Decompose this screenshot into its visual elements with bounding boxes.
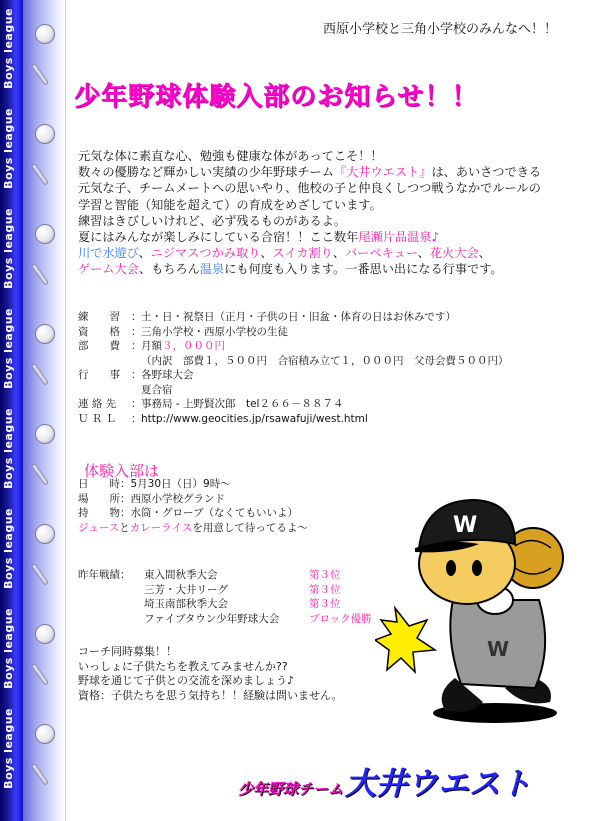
coach-line: コーチ同時募集！！ bbox=[78, 645, 177, 658]
footer-logo bbox=[238, 758, 531, 803]
sidebar-label: Boys league bbox=[2, 308, 15, 389]
coach-line: 野球を通じて子供との交流を深めましょう♪ bbox=[78, 674, 295, 687]
intro-text: 、もちろん bbox=[138, 262, 200, 277]
intro-text: 、 bbox=[138, 246, 151, 261]
record-label: 昨年戦績： bbox=[78, 569, 131, 581]
record-row bbox=[78, 612, 372, 627]
info-row bbox=[78, 325, 578, 340]
record-result: 第３位 bbox=[309, 598, 341, 610]
record-row bbox=[78, 597, 372, 612]
shirt-letter: W bbox=[487, 637, 510, 661]
coach-line: 資格：子供たちを思う気持ち！！経験は問いません。 bbox=[78, 688, 343, 702]
info-colon: ： bbox=[131, 369, 142, 381]
fee-detail: （内訳 部費１，５００円 合宿積み立て１，０００円 父母会費５００円） bbox=[141, 354, 509, 367]
intro-text: 夏にはみんなが楽しみにしている合宿！！ここ数年 bbox=[78, 230, 359, 245]
info-colon: ： bbox=[131, 325, 142, 338]
activity: 温泉 bbox=[199, 262, 225, 277]
camp-location: 尾瀬片品温泉 bbox=[358, 230, 432, 245]
coach-line: いっしょに子供たちを教えてみませんか?? bbox=[78, 659, 288, 673]
sidebar-stripe bbox=[0, 0, 23, 821]
bat-icon bbox=[31, 663, 49, 686]
intro-line: 元気な子、チームメートへの思いやり、他校の子と仲良くしつつ戦うなかでルールの bbox=[78, 181, 541, 196]
trial-items: 持 物：水筒・グローブ（なくてもいいよ） bbox=[78, 507, 298, 519]
bat-icon bbox=[31, 463, 49, 486]
record-row bbox=[78, 583, 372, 598]
activity: ニジマスつかみ取り bbox=[150, 246, 261, 261]
activity: ゲーム大会 bbox=[78, 262, 139, 277]
info-colon: ： bbox=[131, 311, 142, 323]
sidebar-label: Boys league bbox=[2, 508, 15, 589]
eye-icon bbox=[472, 560, 482, 576]
info-key: 練 習 bbox=[78, 311, 120, 323]
bat-icon bbox=[31, 763, 49, 786]
intro-text: は、あいさつできる bbox=[431, 165, 542, 180]
record-event: 埼玉南部秋季大会 bbox=[144, 598, 228, 610]
info-key: 資 格 bbox=[78, 325, 120, 338]
record-label-spacer bbox=[78, 597, 144, 612]
info-row bbox=[78, 310, 578, 325]
bat-icon bbox=[31, 363, 49, 386]
info-value: 各野球大会 bbox=[141, 369, 194, 381]
intro-text: 、 bbox=[478, 246, 491, 261]
baseball-icon bbox=[35, 624, 55, 644]
sidebar-label: Boys league bbox=[2, 8, 15, 89]
trial-place: 場 所：西原小学校グランド bbox=[78, 492, 225, 505]
baseball-icon bbox=[35, 224, 55, 244]
header-note: 西原小学校と三角小学校のみんなへ！！ bbox=[322, 22, 557, 37]
intro-text: にも何度も入ります。一番思い出になる行事です。 bbox=[224, 262, 503, 277]
intro-text: 数々の優勝など輝かしい実績の少年野球チーム bbox=[78, 165, 334, 180]
record-result: 第３位 bbox=[309, 583, 341, 596]
record-result: ブロック優勝 bbox=[309, 612, 372, 625]
activity: 川で水遊び bbox=[78, 246, 139, 261]
impact-burst-icon bbox=[375, 608, 435, 672]
info-key: Ｕ Ｒ Ｌ bbox=[78, 412, 117, 425]
record-label-spacer bbox=[78, 583, 144, 598]
info-value: 月額 bbox=[141, 340, 162, 352]
bat-icon bbox=[31, 163, 49, 186]
bat-icon bbox=[31, 63, 49, 86]
footer-subtitle: 少年野球チーム bbox=[238, 780, 344, 798]
cap-letter: W bbox=[453, 513, 478, 538]
trial-details bbox=[78, 477, 308, 535]
trial-date: 日 時：5月30日（日）9時～ bbox=[78, 478, 231, 490]
activity: スイカ割り bbox=[272, 246, 333, 261]
trial-note-text: カレーライス bbox=[129, 521, 193, 534]
fee-amount: ３，０００円 bbox=[162, 340, 225, 352]
info-row bbox=[78, 339, 578, 354]
record-row bbox=[78, 568, 372, 583]
activity: バーベキュー bbox=[345, 246, 418, 261]
team-name: 『大井ウエスト』 bbox=[333, 165, 432, 180]
info-colon: ： bbox=[131, 340, 142, 352]
trial-note-text: と bbox=[119, 521, 130, 534]
record-event: ファイブタウン少年野球大会 bbox=[144, 612, 280, 625]
intro-line bbox=[78, 261, 578, 277]
info-colon: ： bbox=[131, 398, 142, 410]
sidebar-ball-pattern bbox=[23, 0, 65, 821]
sidebar-divider bbox=[65, 0, 66, 821]
trial-heading: 体験入部は bbox=[84, 462, 160, 480]
baseball-icon bbox=[35, 724, 55, 744]
intro-line bbox=[78, 229, 578, 245]
coach-recruitment bbox=[78, 645, 343, 703]
sidebar-decoration bbox=[0, 0, 65, 821]
info-key: 行 事 bbox=[78, 369, 120, 381]
intro-text: 、 bbox=[417, 246, 430, 261]
intro-line: 練習はきびしいけれど、必ず残るものがあるよ。 bbox=[78, 213, 347, 228]
baseball-icon bbox=[35, 324, 55, 344]
info-row bbox=[78, 397, 578, 412]
trial-note-text: を用意して待ってるよ～ bbox=[192, 521, 308, 534]
record-result: 第３位 bbox=[309, 569, 341, 581]
info-colon: ： bbox=[131, 412, 142, 425]
record-label-spacer bbox=[78, 612, 144, 627]
info-table bbox=[78, 310, 578, 426]
bat-icon bbox=[31, 563, 49, 586]
record-event: 東入間秋季大会 bbox=[144, 569, 218, 581]
mascot-illustration bbox=[375, 488, 585, 728]
info-row bbox=[78, 412, 578, 427]
baseball-icon bbox=[35, 424, 55, 444]
sidebar-label: Boys league bbox=[2, 408, 15, 489]
trial-note bbox=[78, 521, 308, 536]
url-link[interactable]: http://www.geocities.jp/rsawafuji/west.html bbox=[141, 412, 368, 425]
contact-value: 事務局 - 上野賢次郎 tel２６６－８８７４ bbox=[141, 398, 344, 410]
intro-paragraph bbox=[78, 148, 578, 278]
baseball-icon bbox=[35, 124, 55, 144]
info-value: 土・日・祝祭日（正月・子供の日・旧盆・体育の日はお休みです） bbox=[141, 311, 456, 323]
activity: 花火大会 bbox=[429, 246, 479, 261]
info-row bbox=[78, 368, 578, 383]
intro-line bbox=[78, 164, 578, 180]
footer-team-name: 大井ウエスト bbox=[345, 766, 532, 802]
intro-text: 、 bbox=[332, 246, 346, 261]
sidebar-label: Boys league bbox=[2, 608, 15, 689]
record-list bbox=[78, 568, 372, 626]
sidebar-label: Boys league bbox=[2, 708, 15, 789]
info-key: 部 費 bbox=[78, 340, 120, 352]
sidebar-label: Boys league bbox=[2, 108, 15, 189]
intro-text: ♪ bbox=[431, 230, 440, 245]
sidebar-label: Boys league bbox=[2, 208, 15, 289]
eye-icon bbox=[446, 560, 456, 576]
bat-icon bbox=[31, 263, 49, 286]
info-key: 連 絡 先 bbox=[78, 398, 117, 410]
record-event: 三芳・大井リーグ bbox=[144, 583, 228, 596]
intro-line: 元気な体に素直な心、勉強も健康な体があってこそ！！ bbox=[78, 149, 383, 163]
baseball-icon bbox=[35, 24, 55, 44]
trial-note-text: ジュース bbox=[78, 521, 120, 534]
intro-line bbox=[78, 245, 578, 261]
page-title: 少年野球体験入部のお知らせ！！ bbox=[74, 82, 479, 112]
info-value: 三角小学校・西原小学校の生徒 bbox=[141, 325, 288, 338]
intro-text: 、 bbox=[260, 246, 273, 261]
baseball-icon bbox=[35, 524, 55, 544]
intro-line: 学習と智能（知能を超えて）の育成をめざしています。 bbox=[78, 197, 382, 212]
info-value: 夏合宿 bbox=[141, 383, 173, 396]
